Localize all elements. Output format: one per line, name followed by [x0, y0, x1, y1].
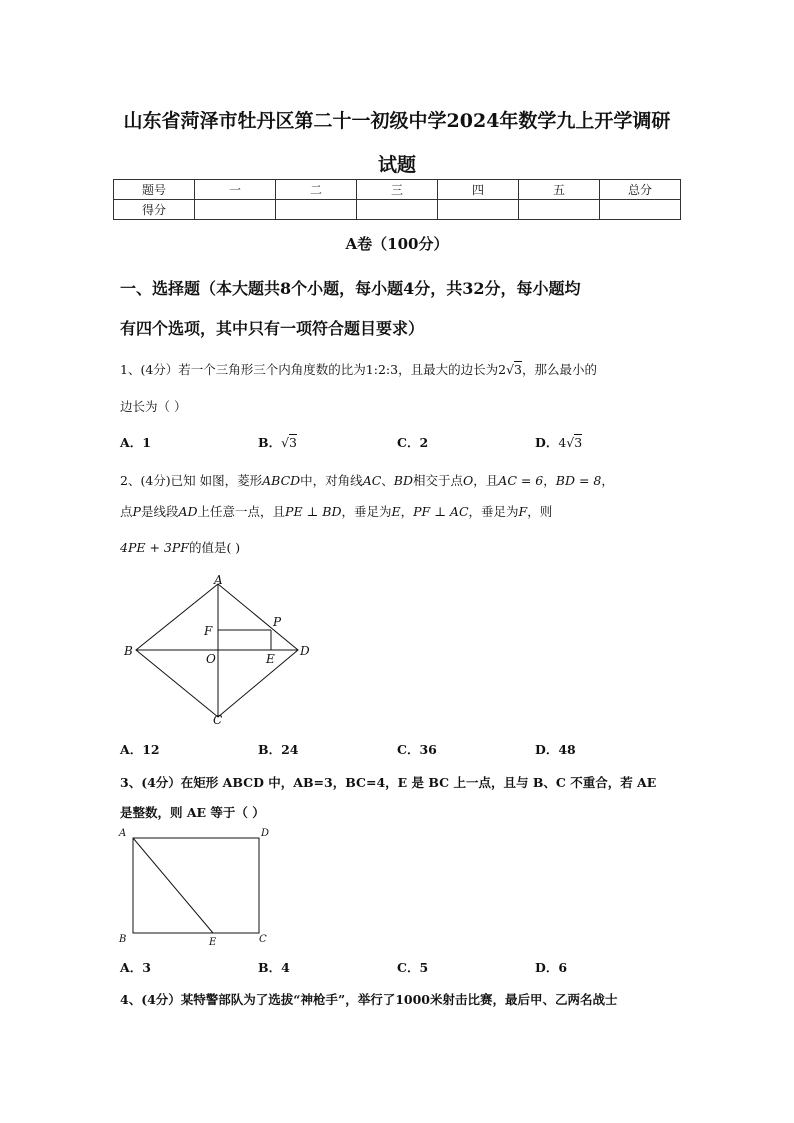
score-table-header-row [114, 180, 681, 200]
question-1-line2: 边长为（ ） [120, 399, 187, 414]
doc-title: 山东省菏泽市牡丹区第二十一初级中学2024年数学九上开学调研 [123, 110, 671, 132]
option-value: 12 [142, 742, 160, 757]
label-p: P [273, 615, 282, 629]
question-1-line1 [120, 360, 597, 378]
option-label: A． [120, 960, 143, 975]
q2-math: P [132, 504, 141, 519]
question-2-line2 [120, 502, 552, 520]
option-value: 24 [281, 742, 299, 757]
question-3-line1: 3、(4分）在矩形 ABCD 中，AB=3，BC=4，E 是 BC 上一点，且与 B、C 不重合，若 AE [120, 775, 657, 790]
score-cell [195, 200, 276, 220]
q2-text: 、 [381, 473, 394, 488]
rectangle-abcd [133, 838, 259, 933]
question-2-line1 [120, 471, 614, 489]
q2-math: E [391, 504, 401, 519]
score-cell [438, 200, 519, 220]
q2-text: ，且 [473, 473, 499, 488]
q2-text: ，垂足为 [341, 504, 392, 519]
q2-text: 相交于点 [413, 473, 464, 488]
q2-text: ，则 [527, 504, 553, 519]
sqrt-icon: √ [566, 435, 575, 450]
option-value: 4 [281, 960, 290, 975]
label-d: D [300, 644, 310, 658]
option-value: 3 [142, 960, 151, 975]
rectangle-figure [116, 825, 276, 950]
option-value: 3 [574, 435, 583, 450]
q2-math: PF ⊥ AC [413, 504, 469, 519]
table-cell: 得分 [114, 200, 195, 220]
table-cell: 题号 [114, 180, 195, 200]
option-coef: 4 [558, 435, 567, 450]
volume-title: A卷（100分） [345, 235, 449, 253]
option-c [397, 958, 428, 976]
table-cell: 四 [438, 180, 519, 200]
q2-math: O [463, 473, 474, 488]
q2-text: ， [400, 504, 414, 519]
label-c: C [259, 934, 267, 945]
question-4-line1: 4、(4分）某特警部队为了选拔“神枪手”，举行了1000米射击比赛，最后甲、乙两名战士 [120, 992, 618, 1007]
label-a: A [119, 828, 127, 839]
sqrt-icon: √ [281, 435, 290, 450]
rhombus-figure [118, 572, 318, 732]
q2-math: BD [393, 473, 414, 488]
q2-math: 4PE + 3PF [120, 540, 189, 555]
score-cell [276, 200, 357, 220]
q1-coef: 2 [498, 362, 507, 377]
option-value: 3 [289, 435, 297, 450]
option-b [258, 958, 290, 976]
q2-math: AC = 6 [498, 473, 544, 488]
label-e: E [209, 937, 217, 948]
option-label: D． [535, 960, 559, 975]
question-2-line3 [120, 538, 240, 556]
option-value: 36 [419, 742, 437, 757]
q1-text: ，那么最小的 [521, 362, 597, 377]
score-cell [519, 200, 600, 220]
option-value: 2 [419, 435, 429, 450]
score-table [113, 179, 681, 220]
q1-radicand: 3 [514, 362, 522, 377]
label-b: B [119, 934, 127, 945]
score-cell [357, 200, 438, 220]
table-cell: 五 [519, 180, 600, 200]
option-label: B． [258, 435, 282, 450]
sqrt-icon: √ [506, 362, 515, 377]
label-e: E [266, 652, 275, 666]
option-a [120, 433, 151, 451]
q2-text: ，垂足为 [468, 504, 519, 519]
label-d: D [261, 828, 270, 839]
q1-text: 1、(4分）若一个三角形三个内角度数的比为 [120, 362, 366, 377]
option-a [120, 958, 151, 976]
option-label: B． [258, 960, 282, 975]
option-c [397, 433, 428, 451]
q2-math: ABCD [262, 473, 301, 488]
label-c: C [213, 713, 223, 727]
option-label: C． [397, 742, 420, 757]
option-label: C． [397, 435, 420, 450]
q2-text: ， [601, 473, 614, 488]
option-label: D． [535, 742, 559, 757]
score-table-score-row [114, 200, 681, 220]
option-label: A． [120, 435, 143, 450]
section-heading-line2: 有四个选项，其中只有一项符合题目要求） [120, 319, 425, 338]
table-cell: 二 [276, 180, 357, 200]
q2-text: 的值是( ) [188, 540, 241, 555]
option-label: C． [397, 960, 420, 975]
option-d [535, 958, 567, 976]
option-b [258, 433, 297, 451]
option-b [258, 740, 298, 758]
option-value: 48 [558, 742, 576, 757]
question-3-line2: 是整数，则 AE 等于（ ） [120, 805, 265, 820]
q2-text: 2、(4分)已知 如图，菱形 [120, 473, 263, 488]
option-d [535, 433, 582, 451]
table-cell: 三 [357, 180, 438, 200]
option-c [397, 740, 437, 758]
label-a: A [214, 573, 223, 587]
label-f: F [204, 624, 213, 638]
q2-text: ， [543, 473, 556, 488]
q2-text: 点 [120, 504, 133, 519]
segment-ae [133, 838, 213, 933]
label-b: B [124, 644, 133, 658]
q2-math: PE ⊥ BD [285, 504, 342, 519]
q2-math: F [518, 504, 528, 519]
q2-text: 上任意一点，且 [197, 504, 286, 519]
q2-math: AD [178, 504, 198, 519]
q1-ratio: 1:2:3 [365, 362, 399, 377]
table-cell: 一 [195, 180, 276, 200]
q2-math: AC [362, 473, 382, 488]
option-value: 6 [558, 960, 568, 975]
option-a [120, 740, 160, 758]
option-label: D． [535, 435, 559, 450]
q2-math: BD = 8 [555, 473, 602, 488]
section-heading: 一、选择题（本大题共8个小题，每小题4分，共32分，每小题均 [120, 279, 581, 298]
option-label: A． [120, 742, 143, 757]
option-value: 5 [419, 960, 429, 975]
option-value: 1 [142, 435, 151, 450]
q1-text: ，且最大的边长为 [398, 362, 499, 377]
table-cell: 总分 [600, 180, 681, 200]
option-label: B． [258, 742, 282, 757]
doc-title-line2: 试题 [377, 154, 416, 176]
q2-text: 中，对角线 [300, 473, 363, 488]
score-cell [600, 200, 681, 220]
option-d [535, 740, 576, 758]
label-o: O [206, 652, 216, 666]
q2-text: 是线段 [140, 504, 179, 519]
